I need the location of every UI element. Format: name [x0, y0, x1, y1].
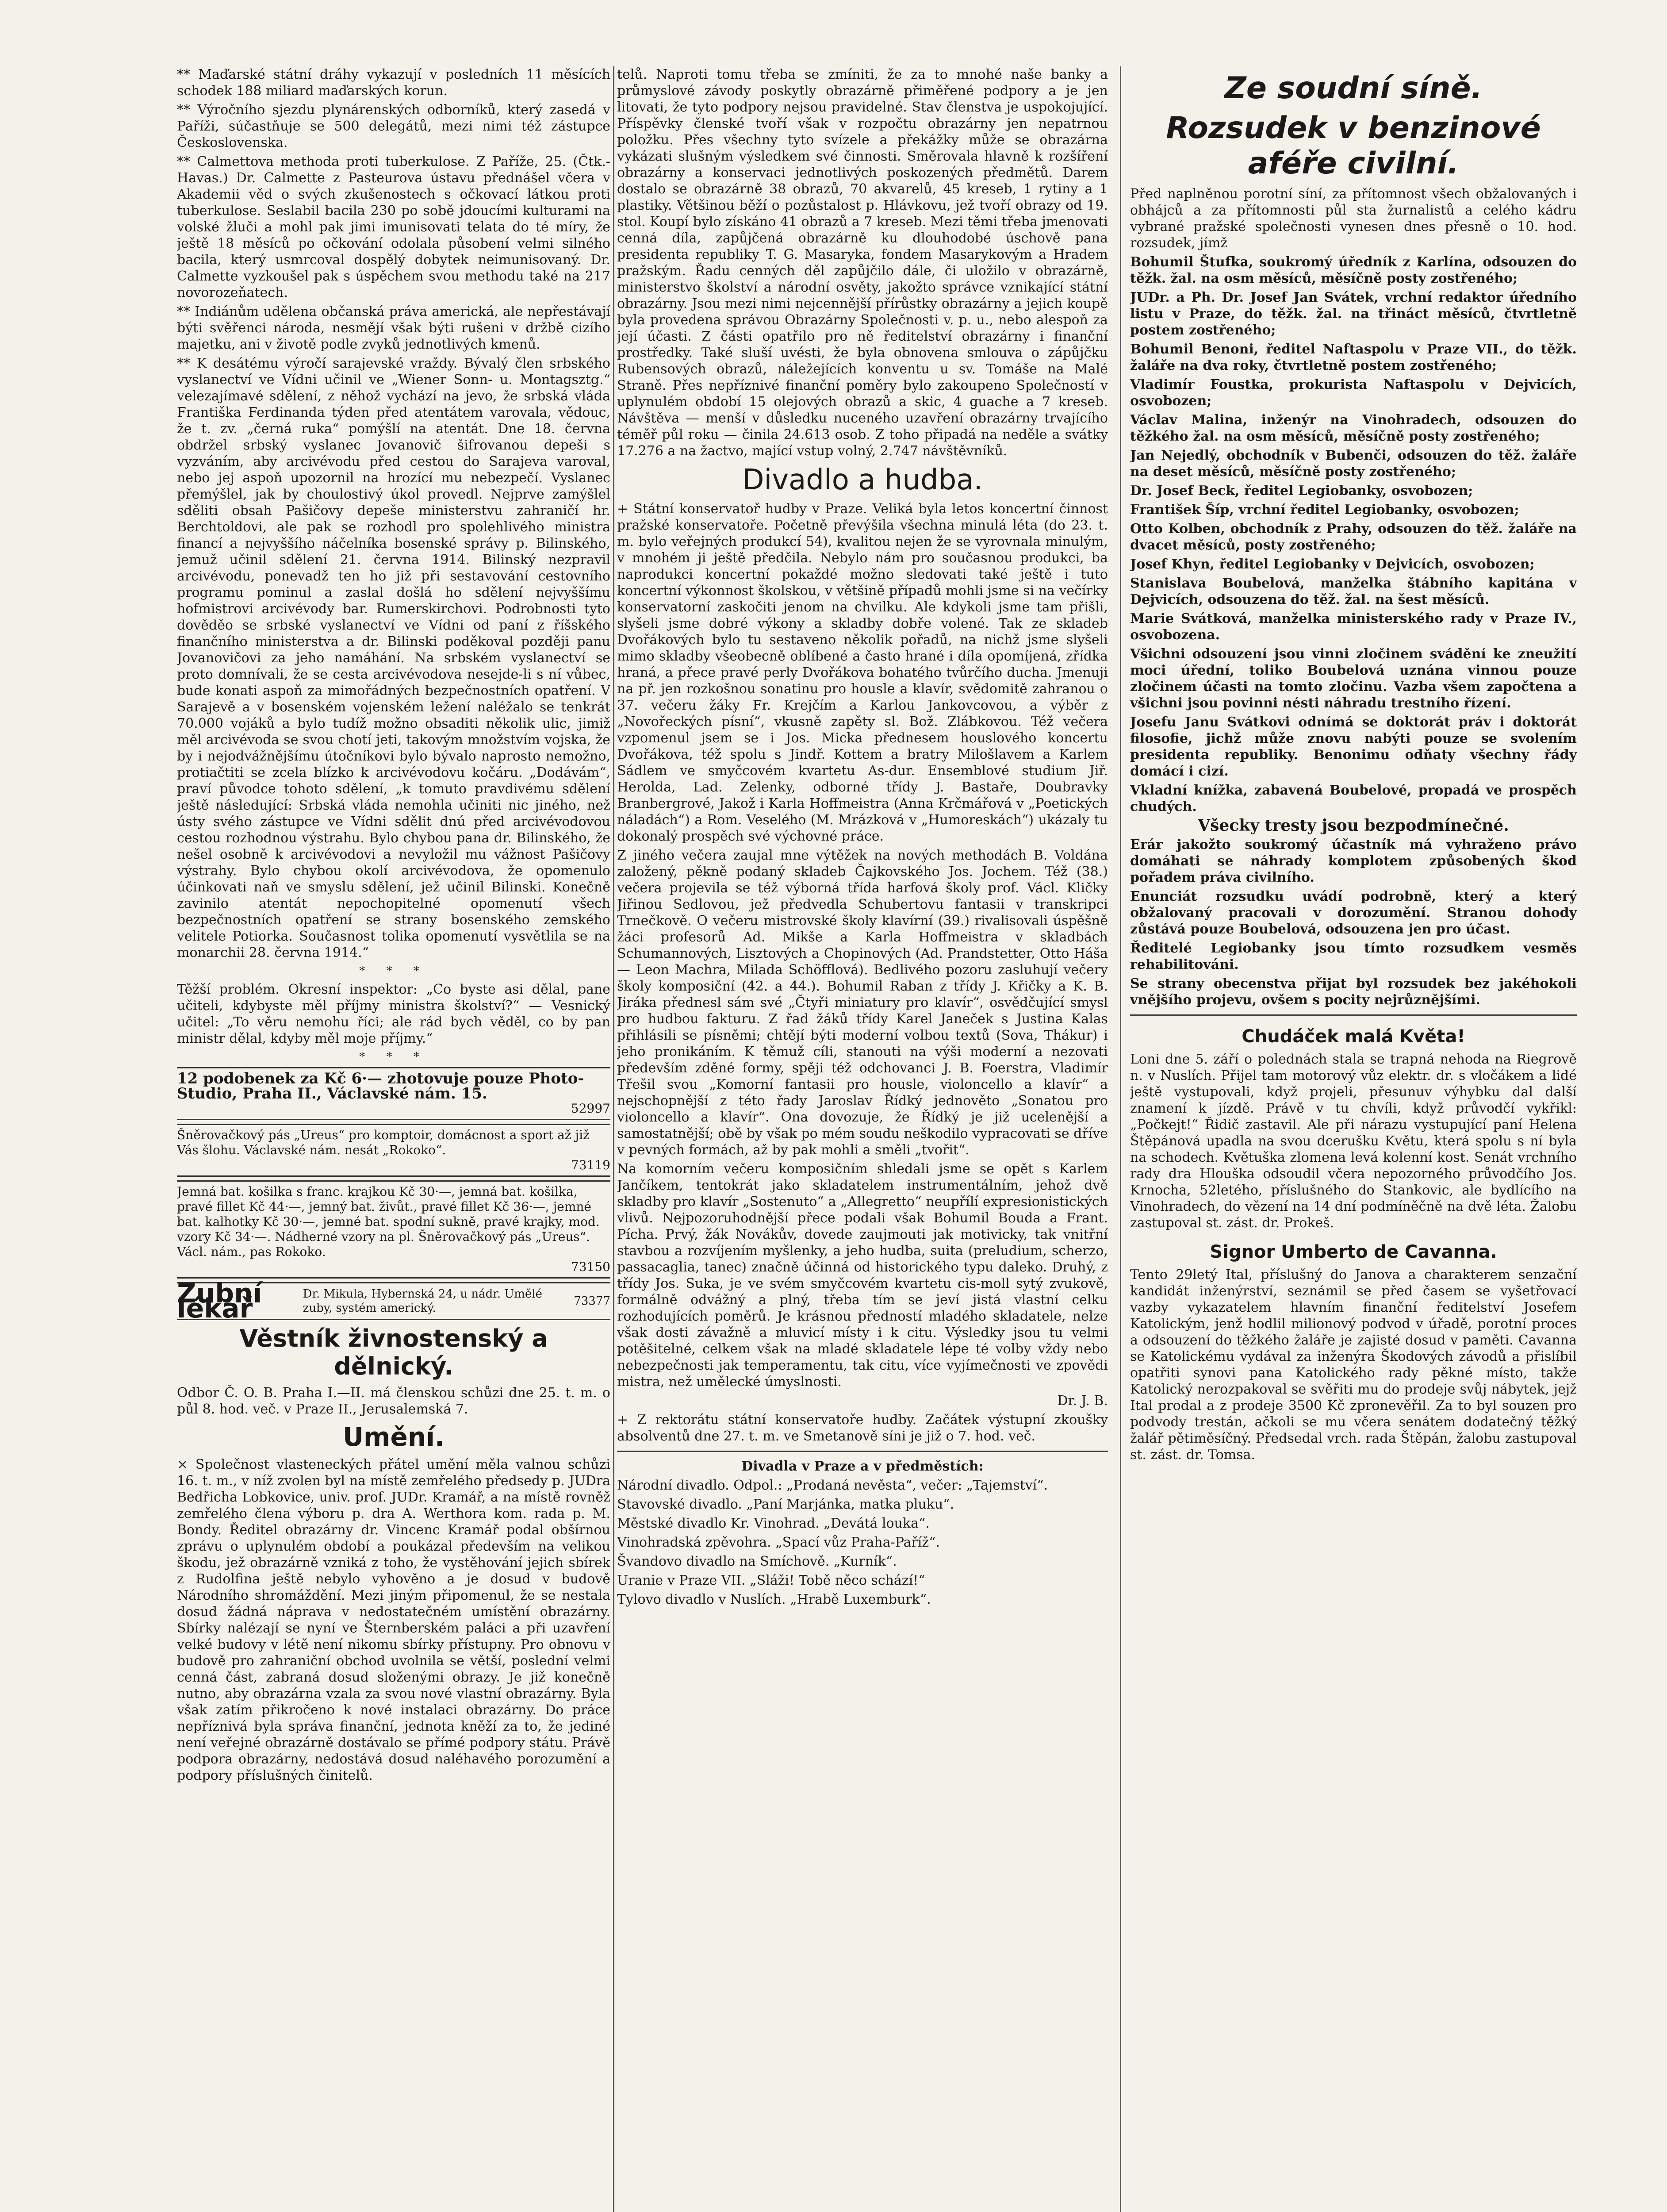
verdict-item: Bohumil Štufka, soukromý úředník z Karlína, odsouzen do těžk. žal. na osm měsíců, měsíčně posty zostřeného;	[1130, 254, 1577, 286]
verdict-item: Dr. Josef Beck, ředitel Legiobanky, osvobozen;	[1130, 483, 1473, 499]
section-heading-divadlo: Divadlo a hudba.	[742, 464, 983, 496]
umeni-text: × Společnost vlasteneckých přátel umění měla valnou schůzi 16. t. m., v níž zvolen byl na místě zemřelého předsedy p. JUDra Bedřicha Lobkovice, univ. prof. JUDr. Kramář, a na místě rovněž zemřelého člena výboru p. dra A. Werthora kom. rada p. M. Bondy. Ředitel obrazárny dr. Vincenc Kramář podal obšírnou zprávu o uplynulém období a poukázal především na velikou škodu, jež obrazárně vzniká z toho, že vystěhování jejich sbírek z Rudolfina ještě nebylo vyhověno a je dosud v budově Národního shromáždění. Mezi jiným připomenul, že se nestala dosud žádná náprava v nedostatečném umístění obrazárny. Sbírky nalézají se nyní ve Šternberském paláci a při uzavření velké budovy v létě není nikomu sbírky přístupny. Pro obnovu v budově pro zahraniční obchod uvolnila se větší, poslední velmi cenná část, zabraná dosud složenými obrazy. Je již konečně nutno, aby obrazárna vzala za svou nové vlastní obrazárny. Byla však zatím přikročeno k nové instalaci obrazárny. Do práce nepříznivá byla správa finanční, jednota kněží za to, že jediné není veřejné obrazárně dostávalo se přímé podpory státu. Právě podpora obrazárny, nedostává dosud naléhavého porozumění a podpory příslušných činitelů.	[177, 1457, 610, 1783]
verdict-item: Bohumil Benoni, ředitel Naftaspolu v Praze VII., do těžk. žaláře na dva roky, čtvrtletně postem zostřeného;	[1130, 342, 1577, 373]
news-item-hungarian-railways: ** Maďarské státní dráhy vykazují v posledních 11 měsících schodek 188 miliard maďarských korun.	[177, 67, 610, 99]
theatre-program-item: Tylovo divadlo v Nuslích. „Hrabě Luxemburk“.	[617, 1592, 931, 1607]
verdict-item: Jan Nejedlý, obchodník v Bubenči, odsouzen do těž. žaláře na deset měsíců, měsíčně posty zostřeného;	[1130, 448, 1577, 480]
joke-item: Těžší problém. Okresní inspektor: „Co byste asi dělal, pane učiteli, kdybyste měl příjmy ministra školství?“ — Vesnický učitel: „To věru nemohu říci; ale rád bych věděl, co by pan ministr dělal, kdyby měl moje příjmy.“	[177, 982, 610, 1046]
column-middle	[617, 66, 1108, 2212]
advertisement-photo-studio	[177, 1067, 610, 1120]
verdict-reasoning: Erár jakožto soukromý účastník má vyhraženo právo domáhati se náhrady komplotem způsobených škod pořadem práva civilního.	[1130, 837, 1577, 885]
theatre-program-item: Městské divadlo Kr. Vinohrad. „Devátá louka“.	[617, 1516, 930, 1531]
divider	[1130, 1014, 1577, 1016]
advertisement-lingerie	[177, 1180, 610, 1279]
section-heading-vestnik: Věstník živnostenský a dělnický.	[239, 1325, 548, 1380]
news-item-indians: ** Indiánům udělena občanská práva americká, ale nepřestávají býti svěřenci národa, nesmějí však býti rušeni v držbě cizího majetku, ani v životě podle zvyků jednotlivých kmenů.	[177, 304, 610, 352]
ad-headline: 12 podobenek za Kč 6·— zhotovuje pouze Photo-Studio, Praha II., Václavské nám. 15.	[177, 1070, 584, 1102]
vestnik-text: Odbor Č. O. B. Praha I.—II. má členskou schůzi dne 25. t. m. o půl 8. hod. več. v Praze II., Jerusalemská 7.	[177, 1385, 610, 1417]
divider	[617, 1451, 1108, 1452]
ad-number: 73119	[571, 1158, 610, 1172]
verdict-reasoning: Všichni odsouzení jsou vinni zločinem svádění ke zneužití moci úřední, toliko Boubelová uznána vinnou pouze zločinem účasti na tomto zločinu. Vazba všem započtena a všichni jsou povinni nésti náhradu trestního řízení.	[1130, 646, 1577, 711]
ad-number: 73150	[571, 1260, 610, 1274]
column-right	[1130, 66, 1577, 2212]
verdict-subheading: Všecky tresty jsou bezpodmínečné.	[1198, 816, 1509, 835]
verdict-item: Otto Kolben, obchodník z Prahy, odsouzen do těž. žaláře na dvacet měsíců, posty zostřeného;	[1130, 521, 1577, 553]
verdict-item: Marie Svátková, manželka ministerského rady v Praze IV., osvobozena.	[1130, 611, 1577, 643]
column-divider	[613, 66, 614, 2212]
verdict-item: Václav Malina, inženýr na Vinohradech, odsouzen do těžkého žal. na osm měsíců, měsíčně posty zostřeného;	[1130, 412, 1577, 444]
dentist-title: Zubní lékař	[177, 1278, 262, 1324]
theatre-program-item: Vinohradská zpěvohra. „Spací vůz Praha-Paříž“.	[617, 1535, 940, 1550]
verdict-intro: Před naplněnou porotní síní, za přítomnost všech obžalovaných i obhájců a za přítomnosti půl sta žurnalistů a celého kádru vybrané pražské společnosti vynesen dnes přesně o 10. hod. rozsudek, jímž	[1130, 186, 1577, 251]
verdict-reasoning: Enunciát rozsudku uvádí podrobně, který a který obžalovaný pracovali v dorozumění. Stranou dohody zůstává pouze Boubelová, odsouzena jen pro účast.	[1130, 889, 1577, 937]
theatre-program-item: Národní divadlo. Odpol.: „Prodaná nevěsta“, večer: „Tajemství“.	[617, 1478, 1048, 1493]
verdict-reasoning: Ředitelé Legiobanky jsou tímto rozsudkem vesměs rehabilitováni.	[1130, 941, 1577, 972]
news-item-gas-congress: ** Výročního sjezdu plynárenských odborníků, který zasedá v Paříži, súčastňuje se 500 delegátů, mezi nimi též zástupce Československa.	[177, 102, 610, 150]
section-heading-umeni: Umění.	[342, 1422, 445, 1452]
article-kveta: Loni dne 5. září o polednách stala se trapná nehoda na Riegrově n. v Nuslích. Přijel tam motorový vůz elektr. dr. s vločákem a lidé ještě vystupovali, když projeli, přesunuv výhybku dal další znamení k jízdě. Právě v tu chvíli, když průvodčí vykřikl: „Počkejt!“ Řidič zastavil. Ale při nárazu vystupující paní Helena Štěpánová upadla na svou dcerušku Květu, která spolu s ní byla na schodech. Květuška zlomena levá kolenní kost. Senát vrchního rady dra Hlouška odsoudil včera nepozorného průvodčího Jos. Krnocha, 52letého, příslušného do Stankovic, ale bydlícího na Vinohradech, do vězení na 14 dní podmíněčně na dvě léta. Žalobu zastupoval st. zást. dr. Prokeš.	[1130, 1052, 1577, 1231]
article-title-kveta: Chudáček malá Květa!	[1242, 1026, 1465, 1047]
column-left	[177, 66, 610, 2212]
theatre-program-heading: Divadla v Praze a v předměstích:	[741, 1459, 984, 1474]
verdict-reasoning: Se strany obecenstva přijat byl rozsudek bez jakéhokoli vnějšího projevu, ovšem s pocity nejrůznějšími.	[1130, 976, 1577, 1008]
theatre-program-item: Uranie v Praze VII. „Sláži! Tobě něco schází!“	[617, 1573, 925, 1588]
ad-number: 52997	[571, 1101, 610, 1116]
news-item-sarajevo: ** K desátému výročí sarajevské vraždy. Bývalý člen srbského vyslanectví ve Vídni učinil ve „Wiener Sonn- u. Montagsztg.“ velezajímavé sdělení, z něhož vychází na jevo, že srbská vláda Františka Ferdinanda týden před atentátem varovala, vědouc, že t. zv. „černá ruka“ pomýšlí na atentát. Dne 18. června obdržel srbský vyslanec Jovanovič šifrovanou depeši s vyzváním, aby arcivévodu před cestou do Sarajeva varoval, nebo jej aspoň upozornil na hrozící mu nebezpečí. Vyslanec přemýšlel, jak by choulostivý úkol provedl. Nejprve zamýšlel sděliti obsah Pašičovy depeše ministerstvu zahraničí hr. Berchtoldovi, ale pak se rozhodl pro spolehlivého ministra financí a nejvyššího náčelníka bosenské správy p. Bilinského, jemuž učinil sdělení 21. června 1914. Bilinský nezpravil arcivévodu, ponevadž ten ho již při sestavování cestovního programu pominul a zaslal došlá ho sdělení nejvyššímu hofmistrovi arcivévody bar. Rumerskirchovi. Podrobnosti tyto dověděo se srbské vyslanectví ve Vídni od paní z říšského finančního ministerstva a dr. Bilinski poděkoval později panu Jovanovičovi za jeho namáhání. Na srbském vyslanectví se proto domnívali, že se cesta arcivévodova nesejde-li s ní vůbec, bude konati aspoň za mimořádných bezpečnostních opatření. V Sarajevě a v bosenském vojenském ležení naléžalo se tenkrát 70.000 vojáků a bylo tudíž možno obsaditi několik ulic, jimiž měl arcivévoda se svou chotí jeti, takovým množstvím vojska, že by i nejodvážnějšímu útočníkovi bylo bývalo naprosto nemožno, protiačtiti se zcela blízko k arcivévodovu kočáru. „Dodávám“, praví původce tohoto sdělení, „k tomuto pravdivému sdělení ještě následující: Srbská vláda nemohla učiniti nic jiného, než ústy svého zástupce ve Vídni sdělit dnú před arcivévodovou cestou rozhodnou výstrahu. Bylo chybou pana dr. Bilinského, že nešel osobně k arcivévodovi a nevyložil mu vážnost Pašičovy výstrahy. Bylo chybou okolí arcivévodova, že opomenulo účinkovati naň ve smyslu sdělení, jež učinil Bilinski. Konečně zavinilo atentát nepochopitelné opomenutí všech bezpečnostních opatření se strany bosenského zemského velitele Potiorka. Současnost tolika opomenutí vysvětlila se na monarchii 28. června 1914.“	[177, 356, 610, 960]
section-heading-court: Ze soudní síně.	[1224, 71, 1483, 106]
separator-stars: * * *	[359, 1050, 428, 1064]
news-item-calmette: ** Calmettova methoda proti tuberkulose. Z Paříže, 25. (Čtk.-Havas.) Dr. Calmette z Pasteurova ústavu přednášel včera v Akademii věd o svých zkušenostech s očkovací látkou proti tuberkulose. Seslabil bacila 230 po sobě jdoucími kulturami na volské žluči a mohl pak jimi imunisovati telata do té míry, že ještě 18 měsíců po očkování odolala působení velmi silného bacila, který usmrcoval dospělý dobytek neimunisovaný. Dr. Calmette vyzkoušel pak s úspěchem svou methodu také na 217 novorozeňatech.	[177, 154, 610, 300]
advertisement-ureus	[177, 1124, 610, 1177]
verdict-reasoning: Josefu Janu Svátkovi odnímá se doktorát práv i doktorát filosofie, jichž může znovu nabýti pouze se svolením presidenta republiky. Benonimu odňaty všechny řády domácí i cizí.	[1130, 714, 1577, 779]
verdict-item: Josef Khyn, ředitel Legiobanky v Dejvicích, osvobozen;	[1130, 557, 1535, 572]
rectorate-notice: + Z rektorátu státní konservatoře hudby. Začátek výstupní zkoušky absolventů dne 27. t. m. ve Smetanově síni je již o 7. hod. več.	[617, 1412, 1108, 1444]
theatre-program-item: Švandovo divadlo na Smíchově. „Kurník“.	[617, 1554, 897, 1569]
ad-number: 73377	[574, 1294, 610, 1308]
article-cavanna: Tento 29letý Ital, příslušný do Janova a charakterem senzační kandidát inženýrství, seznámil se před časem se vyšetřovací vazby vykazatelem hlavním finanční ředitelství Josefem Katolickým, jenž hodlil milionový podvod v úřadě, porotní proces a odsouzení do těžkého žaláře je zajisté dosud v paměti. Cavanna se Katolickému vydával za inženýra Škodových závodů a přislíbil opatřiti synovi pana Katolického rady pěkné místo, takže Katolický nerozpakoval se svěřiti mu do prodeje svůj nábytek, jejž Ital prodal a z prodeje 3500 Kč zpronevěřil. Za to byl souzen pro podvody trestán, ačkoli se mu včera senátem dodatečný těžký žalář pětiměsíčný. Předsedal vrch. rada Štěpán, žalobu zastupoval st. zást. dr. Tomsa.	[1130, 1267, 1577, 1463]
verdict-item: Vladimír Foustka, prokurista Naftaspolu v Dejvicích, osvobozen;	[1130, 377, 1577, 409]
verdict-item: Stanislava Boubelová, manželka štábního kapitána v Dejvicích, odsouzena do těž. žal. na šest měsíců.	[1130, 576, 1577, 607]
article-title-cavanna: Signor Umberto de Cavanna.	[1210, 1242, 1497, 1262]
advertisement-dentist	[177, 1278, 610, 1324]
theatre-program-item: Stavovské divadlo. „Paní Marjánka, matka pluku“.	[617, 1497, 954, 1512]
article-title-benzine: Rozsudek v benzinové aféře civilní.	[1166, 111, 1541, 181]
verdict-item: František Šíp, vrchní ředitel Legiobanky, osvobozen;	[1130, 502, 1519, 518]
separator-stars: * * *	[359, 964, 428, 978]
umeni-continued: telů. Naproti tomu třeba se zmíniti, že za to mnohé naše banky a průmyslové závody poskytly obrazárně přiměřené podpory a je jen litovati, že tyto podpory nejsou pravidelné. Stav členstva je uspokojující. Příspěvky členské tvoří však v rozpočtu obrazárny jen nepatrnou položku. Přes všechny tyto svízele a překážky může se obrazárna vykázati slušným výsledkem své činnosti. Směrovala hlavně k rozšíření obrazárny a konservaci jednotlivých poskozených předmětů. Darem dostalo se obrazárně 38 obrazů, 70 akvarelů, 45 kreseb, 1 rytiny a 1 plastiky. Většinou běží o pozůstalost p. Hlávkovu, jež tvoří obrazy od 19. stol. Koupí bylo získáno 41 obrazů a 7 kreseb. Mezi těmi třeba jmenovati cenná díla, zapůjčená obrazárně ku dlouhodobé úschově pana presidenta republiky T. G. Masaryka, fondem Masarykovým a Hradem pražským. Řadu cenných děl zapůjčilo dále, či uložilo v obrazárně, ministerstvo školství a národní osvěty, jakožto správce vznikající státní obrazárny. Jsou mezi nimi nejcennější přírůstky obrazárny a jejich koupě byla provedena správou Obrazárny Společnosti v. p. u., nebo alespoň za její účasti. Z části opatřilo pro ně ředitelství obrazárny i finanční prostředky. Také sluší uvésti, že byla obnovena smlouva o zápůjčku Rubensových obrazů, náležejících konventu u sv. Tomáše na Malé Straně. Přes nepříznivé finanční poměry bylo zakoupeno Společností v uplynulém období 15 olejových obrazů a skic, 4 guache a 7 kreseb. Návštěva — menší v důsledku nuceného uzavření obrazárny trvajícího téměř půl roku — činila 24.613 osob. Z toho připadá na neděle a svátky 17.276 a na žactvo, mající vstup volný, 2.747 návštěvníků.	[617, 67, 1108, 459]
ad-text: Šněrovačkový pás „Ureus“ pro komptoir, domácnost a sport až již Vás šlohu. Václavské nám. nesát „Rokoko“.	[177, 1128, 590, 1157]
author-signature: Dr. J. B.	[1057, 1393, 1108, 1409]
conservatory-report: + Státní konservatoř hudby v Praze. Veliká byla letos koncertní činnost pražské konservatoře. Početně převýšila všechna minulá léta (do 23. t. m. bylo veřejných produkcí 54), kvalitou nejen že se vyrovnala minulým, v mnohém ji ještě předčila. Nebylo nám pro současnou produkci, ba naprodukci koncertní pokaždé možno sledovati také ještě i tuto koncertní výkonnost školskou, v většině případů mohli jsme si na večírky konservatorní zaskočiti jenom na chvilku. Ale kdykoli jsme tam přišli, slyšeli jsme dobré výkony a skladby dobře volené. Tak ze skladeb Dvořákových bylo tu sestaveno několik pořadů, na nichž jsme slyšeli mimo skladby všeobecně oblíbené a často hrané i díla opomíjená, zřídka hraná, a přece pravé perly Dvořákova bohatého tvůrčího ducha. Jmenuji na př. jen rozkošnou sonatinu pro housle a klavír, svědomitě zahranou o 37. večeru žáky Fr. Krejčím a Karlou Jankovcovou, a výběr z „Novořeckých písní“, vkusně zapěty sl. Bož. Zlábkovou. Též večera vzpomenul jsem se i Jos. Micka přednesem houslového koncertu Dvořákova, též spolu s Jindř. Kottem a bratry Milošlavem a Karlem Sádlem ve smyčcovém kvartetu As-dur. Ensemblové studium Jiř. Herolda, Lad. Zelenky, odborné třídy J. Bastaře, Doubravky Branbergrové, Jakož i Karla Hoffmeistra (Anna Krčmářová v „Poetických náladách“) a Rom. Veselého (M. Mrázková v „Humoreskách“) ukázaly tu dokonalý prospěch své výchovné práce.	[617, 501, 1108, 844]
verdict-item: JUDr. a Ph. Dr. Josef Jan Svátek, vrchní redaktor úředního listu v Praze, do těžk. žal. na třináct měsíců, čtvrtletně postem zostřeného;	[1130, 290, 1577, 338]
column-divider	[1120, 66, 1121, 2212]
conservatory-report-3: Na komorním večeru komposičním shledali jsme se opět s Karlem Jančíkem, tentokrát jako skladatelem instrumentálním, jehož dvě skladby pro klavír „Sostenuto“ a „Allegretto“ neupřílí expresionistických vlivů. Nejpozoruhodnější přece podali však Bohumil Bouda a Frant. Pícha. Prvý, žák Novákův, dovede zaujmouti jak motivicky, tak vnitřní stavbou a rozvíjením myšlenky, a jeho hudba, suita (preludium, scherzo, passacaglia, tanec) značně účinná od historického typu daleko. Druhý, z třídy Jos. Suka, je ve svém smyčcovém kvartetu cis-moll sytý zvukově, formálně odvážný a plný, třeba tím se jeví jistá vlastní celku rozhodujících poměrů. Je krásnou předností mladého skladatele, nelze však dosti závažně a mluvicí místy i k citu. Výsledky jsou tu velmi potěšitelné, celkem však na mladé skladatele lépe té volby vždy nebo nebezpečnosti jak temperamentu, tak citu, více vyjímečnosti ve zpovědi mistra, než umělecké úmyslnosti.	[617, 1161, 1108, 1390]
conservatory-report-2: Z jiného večera zaujal mne výtěžek na nových methodách B. Voldána založený, pěkně podaný skladeb Čajkovského Jos. Jochem. Též (38.) večera projevila se též výborná třída harfová školy prof. Václ. Kličky Jiřinou Sedlovou, jež předvedla Schubertovu fantasii v transkripci Trnečkově. O večeru mistrovské školy klavírní (39.) rivalisovali úspěšně žáci profesorů Ad. Mikše a Karla Hoffmeistra v skladbách Schumannových, Lisztových a Chopinových (Ad. Prandstetter, Otto Háša — Leon Machra, Milada Schöfflová). Bedlivého pozoru zasluhují večery školy komposiční (42. a 44.). Bohumil Raban z třídy J. Křičky a K. B. Jiráka přednesl sám své „Čtyři miniatury pro klavír“, osvědčující smysl pro hudbou fakturu. Z řad žáků třídy Karel Janeček s Justina Kalas přihlásili se písněmi; chtějí býti moderní volbou textů (Sova, Thákur) i jeho pronikáním. K těmuž cíli, stanouti na výši moderní a nezovati především zděné formy, spěji též odchovanci J. B. Foerstra, Vladimír Třešil svou „Komorní fantasii pro housle, violoncello a klavír“ a nejschopnější z této řady Jaroslav Řídký jednověto „Sonatou pro violoncello a klavír“. Ona dovozuje, že Řídký je již ucelenější a samostatnější; obě by však po mém soudu neškodilo vypracovati se dříve v pevných formách, až by pak mohli a směli „tvořit“.	[617, 848, 1108, 1158]
verdict-reasoning: Vkladní knížka, zabavená Boubelové, propadá ve prospěch chudých.	[1130, 783, 1577, 814]
ad-text: Jemná bat. košilka s franc. krajkou Kč 30·—, jemná bat. košilka, pravé fillet Kč 44·—, jemný bat. živůt., pravé fillet Kč 36·—, jemné bat. kalhotky Kč 30·—, jemné bat. spodní sukně, pravé krajky, mod. vzory Kč 34·—. Nádherné vzory na pl. Šněrovačkový pás „Ureus“. Václ. nám., pas Rokoko.	[177, 1184, 600, 1259]
dentist-detail: Dr. Mikula, Hybernská 24, u nádr. Umělé zuby, systém americký.	[303, 1287, 543, 1315]
